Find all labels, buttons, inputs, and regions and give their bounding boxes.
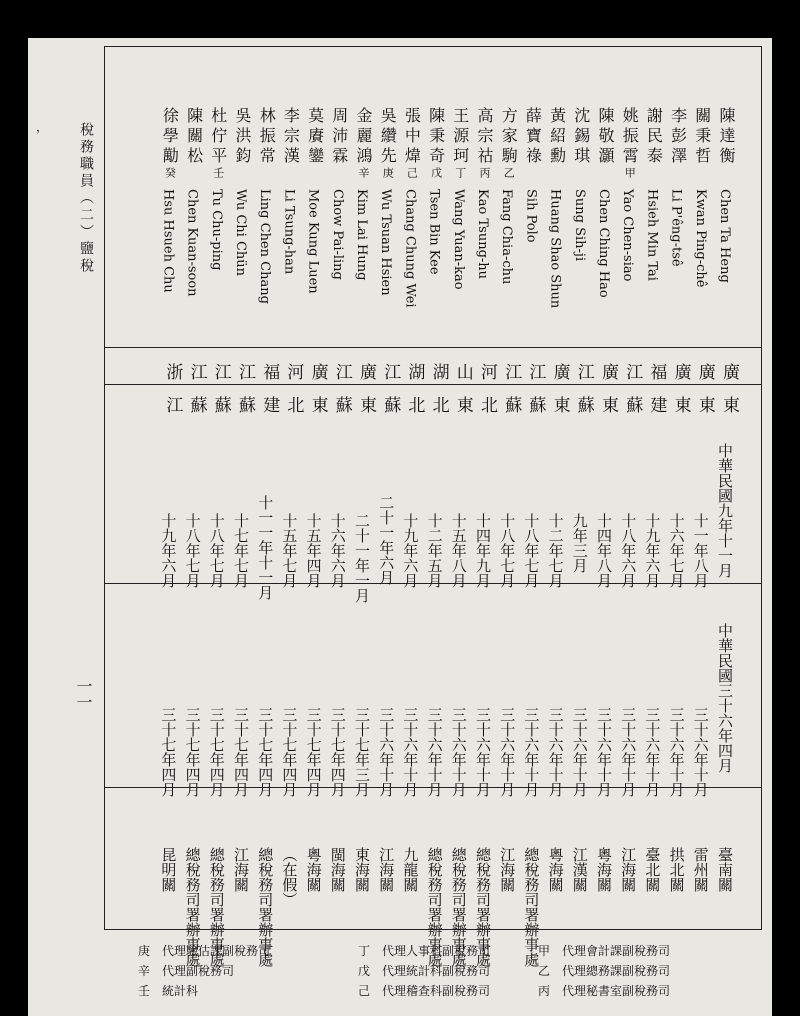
romanized-name: Sung Sih-ji: [571, 189, 587, 262]
appointment-date: 十六年六月: [328, 513, 347, 588]
appointment-date: 中華民國九年十一月: [716, 443, 734, 578]
staff-name: 陳達衡: [717, 107, 736, 167]
current-post-date: 三十六年十月: [643, 707, 662, 797]
native-province: 江蘇: [186, 363, 207, 429]
romanized-name: Wu Chi Chün: [233, 189, 248, 277]
appointment-date: 十九年六月: [401, 513, 420, 588]
appointment-date: 十九年六月: [643, 513, 662, 588]
footnote-mark: 甲: [623, 167, 637, 182]
staff-name: 薛寶祿: [523, 107, 543, 167]
native-province: 廣東: [719, 363, 739, 429]
footnote: 戊 代理統計科副稅務司: [358, 964, 491, 978]
staff-name: 陳關松: [184, 107, 204, 167]
romanized-name: Moe Kung Luen: [305, 189, 321, 294]
native-province: 廣東: [307, 363, 328, 429]
native-province: 廣東: [670, 363, 691, 429]
current-post-date: 三十六年十月: [449, 707, 468, 797]
current-post-date: 三十七年四月: [207, 707, 226, 797]
current-post: 江漢關: [570, 847, 589, 892]
staff-name: 沈錫琪: [571, 107, 591, 167]
current-post: 總稅務司署辦事處: [474, 847, 492, 967]
current-post-date: 中華民國三十六年四月: [716, 623, 734, 773]
table-row: [304, 47, 326, 929]
native-province: 江蘇: [501, 363, 522, 429]
romanized-name: Wu Tsuan Hsien: [378, 189, 394, 296]
staff-name: 張中煒己: [402, 107, 422, 182]
native-province: 江蘇: [331, 363, 352, 429]
romanized-name: Li P'êng-tsê: [668, 189, 684, 267]
table-row: [328, 47, 350, 929]
staff-name: 林振常: [257, 107, 277, 167]
current-post: 江海關: [377, 847, 396, 892]
native-province: 廣東: [549, 363, 570, 429]
staff-name: 姚振霄甲: [620, 107, 640, 182]
table-row: [400, 47, 425, 929]
romanized-name: Kim Lai Hung: [354, 189, 369, 281]
current-post-date: 三十六年十月: [691, 707, 710, 797]
current-post-date: 三十七年四月: [256, 707, 275, 797]
current-post: 昆明關: [159, 847, 178, 892]
appointment-date: 十五年四月: [304, 513, 323, 588]
document-page: [28, 38, 772, 1016]
romanized-name: Wang Yuan-kao: [450, 189, 466, 290]
footnote: 己 代理稽查科副稅務司: [358, 984, 491, 998]
appointment-date: 十六年七月: [667, 513, 686, 588]
staff-name: 方家駒乙: [499, 107, 519, 182]
table-row: [449, 47, 473, 967]
appointment-date: 十二年七月: [546, 513, 565, 588]
staff-name: 王源珂丁: [450, 107, 470, 182]
romanized-name: Hsieh Min Tai: [644, 189, 660, 281]
native-province: 廣東: [694, 363, 715, 429]
footnote: 辛 代理副稅務司: [138, 964, 235, 978]
romanized-name: Li Tsung-han: [281, 189, 297, 275]
running-header: 稅務職員（二）鹽稅: [78, 122, 94, 275]
current-post: 粵海關: [595, 847, 613, 892]
current-post: 總稅務司署辦事處: [183, 847, 202, 967]
current-post-date: 三十六年十月: [667, 707, 686, 797]
current-post: 粵海關: [546, 847, 565, 892]
current-post: 拱北關: [667, 847, 686, 892]
staff-name: 陳敬灝: [596, 107, 615, 167]
romanized-name: Chow Pai-ling: [329, 189, 345, 280]
current-post-date: 三十六年十月: [546, 707, 565, 797]
footnote-mark: 癸: [163, 167, 177, 182]
footnote-mark: 丙: [478, 167, 491, 182]
appointment-date: 九年三月: [570, 513, 589, 573]
appointment-date: 十八年六月: [619, 513, 638, 588]
native-province: 廣東: [356, 363, 376, 429]
appointment-date: 十七年七月: [232, 513, 250, 588]
current-post: 總稅務司署辦事處: [256, 847, 275, 967]
current-post: 總稅務司署辦事處: [449, 847, 468, 967]
footnote: 甲 代理會計課副稅務司: [538, 944, 671, 958]
native-province: 山東: [452, 363, 473, 429]
table-row: [255, 47, 280, 967]
current-post: 粵海關: [304, 847, 323, 892]
native-province: 廣東: [598, 363, 618, 429]
table-row: [183, 47, 207, 967]
appointment-date: 十二年五月: [425, 513, 444, 588]
footnote: 乙 代理總務課副稅務司: [538, 964, 671, 978]
table-row: [207, 47, 231, 967]
current-post-date: 三十六年十月: [474, 707, 492, 797]
native-province: 江蘇: [235, 363, 255, 429]
current-post: 臺北關: [643, 847, 662, 892]
table-row: [425, 47, 449, 967]
table-row: [521, 47, 546, 967]
current-post-date: 三十七年四月: [159, 707, 178, 797]
current-post: 江海關: [498, 847, 517, 892]
footnote-mark: 庚: [381, 167, 395, 182]
footnote: 丙 代理秘書室副稅務司: [538, 984, 671, 998]
current-post-date: 三十七年四月: [232, 707, 250, 797]
native-province: 江蘇: [380, 363, 401, 429]
current-post-date: 三十七年四月: [280, 707, 299, 797]
romanized-name: Kwan Ping-chê: [692, 189, 708, 288]
romanized-name: Ling Chen Chang: [257, 189, 273, 304]
staff-name: 金麗鴻辛: [354, 107, 373, 182]
staff-name: 陳秉奇戊: [426, 107, 446, 182]
staff-name: 黃紹勳: [547, 107, 567, 167]
staff-name: 吳洪鈞: [233, 107, 252, 167]
table-row: [570, 47, 592, 929]
current-post-date: 三十六年十月: [619, 707, 638, 797]
current-post: 總稅務司署辦事處: [522, 847, 541, 967]
romanized-name: Chen Kuan-soon: [184, 189, 200, 297]
native-province: 湖北: [428, 363, 449, 429]
romanized-name: Tsen Bin Kee: [426, 189, 442, 275]
current-post-date: 三十七年四月: [304, 707, 323, 797]
romanized-name: Fang Chia-chu: [499, 189, 515, 285]
native-province: 湖北: [404, 363, 425, 429]
current-post-date: 三十六年十月: [522, 707, 541, 797]
romanized-name: Chang Chung Wei: [402, 189, 418, 308]
footnote-mark: 壬: [211, 167, 225, 182]
footnote-mark: 辛: [357, 167, 370, 182]
staff-name: 周沛霖: [329, 107, 349, 167]
table-row: [497, 47, 522, 929]
current-post: 九龍關: [401, 847, 420, 892]
native-province: 福建: [259, 363, 280, 429]
native-province: 浙江: [162, 363, 183, 429]
current-post-date: 三十六年十月: [425, 707, 444, 797]
staff-name: 李彭澤: [668, 107, 688, 167]
romanized-name: Tu Chu-ping: [208, 189, 224, 271]
current-post-date: 三十六年十月: [498, 707, 517, 797]
current-post-date: 三十六年十月: [595, 707, 613, 797]
native-province: 福建: [646, 363, 667, 429]
current-post: 江海關: [619, 847, 638, 892]
current-post: 東海關: [353, 847, 371, 892]
native-province: 江蘇: [525, 363, 546, 429]
staff-name: 李宗漢: [281, 107, 301, 167]
current-post-date: 三十七年四月: [183, 707, 202, 797]
current-post-date: 三十六年十月: [570, 707, 589, 797]
table-row: [667, 47, 689, 929]
staff-name: 高宗祜丙: [475, 107, 494, 182]
appointment-date: 十四年八月: [595, 513, 613, 588]
staff-name: 謝民泰: [644, 107, 664, 167]
current-post-date: 三十六年十月: [377, 707, 396, 797]
current-post: 閩海關: [328, 847, 347, 892]
table-row: [352, 47, 374, 929]
current-post-date: 三十七年三月: [353, 707, 371, 797]
current-post: 總稅務司署辦事處: [425, 847, 444, 967]
footnote: 壬 統計科: [138, 984, 199, 998]
romanized-name: Chen Ching Hao: [596, 189, 611, 298]
table-row: [231, 47, 253, 929]
appointment-date: 十九年六月: [159, 513, 178, 588]
table-row: [279, 47, 304, 929]
table-row: [691, 47, 713, 929]
table-row: [642, 47, 667, 929]
romanized-name: Hsu Hsueh Chu: [160, 189, 176, 293]
table-row: [618, 47, 643, 929]
current-post: （在假）: [280, 847, 299, 907]
current-post: 雷州關: [691, 847, 710, 892]
footnote-mark: 己: [405, 167, 419, 182]
current-post-date: 三十六年十月: [401, 707, 420, 797]
table-row: [376, 47, 401, 929]
native-province: 江蘇: [622, 363, 643, 429]
page-number: 一一: [74, 678, 93, 710]
romanized-name: Sih Polo: [523, 189, 539, 243]
native-province: 河北: [283, 363, 304, 429]
appointment-date: 十五年七月: [280, 513, 299, 588]
current-post: 江海關: [232, 847, 250, 892]
native-province: 江蘇: [573, 363, 594, 429]
footnote-mark: 丁: [453, 167, 467, 182]
table-row: [715, 47, 737, 929]
native-province: 江蘇: [210, 363, 231, 429]
margin-mark: ，: [36, 120, 49, 134]
table-row: [546, 47, 568, 929]
appointment-date: 十五年八月: [449, 513, 468, 588]
appointment-date: 十八年七月: [498, 513, 517, 588]
current-post: 臺南關: [716, 847, 734, 892]
table-row: [594, 47, 616, 929]
romanized-name: Yao Chen-siao: [620, 189, 636, 282]
footnote-mark: 乙: [502, 167, 516, 182]
footnote: 庚 代理驗估課副稅務司: [138, 944, 271, 958]
appointment-date: 十八年七月: [207, 513, 226, 588]
appointment-date: 十八年七月: [522, 513, 541, 588]
staff-name: 關秉哲: [692, 107, 712, 167]
appointment-date: 十四年九月: [474, 513, 492, 588]
native-province: 河北: [477, 363, 497, 429]
romanized-name: Chen Ta Heng: [717, 189, 732, 283]
staff-name: 徐學勱癸: [160, 107, 180, 182]
appointment-date: 二十一年六月: [377, 495, 396, 585]
current-post-date: 三十七年四月: [328, 707, 347, 797]
footnote: 丁 代理人事科副稅務司: [358, 944, 491, 958]
table-row: [473, 47, 497, 967]
staff-name: 杜佇平壬: [208, 107, 228, 182]
staff-name: 莫賡鑾: [305, 107, 325, 167]
table-row: [158, 47, 183, 929]
romanized-name: Kao Tsung-hu: [475, 189, 490, 280]
current-post: 總稅務司署辦事處: [207, 847, 226, 967]
footnote-mark: 戊: [429, 167, 443, 182]
appointment-date: 十八年七月: [183, 513, 202, 588]
staff-name: 吳纘先庚: [378, 107, 398, 182]
appointment-date: 二十一年一月: [353, 513, 371, 603]
romanized-name: Huang Shao Shun: [547, 189, 563, 309]
appointment-date: 十一一年十一月: [256, 495, 275, 600]
appointment-date: 十一年八月: [691, 513, 710, 588]
